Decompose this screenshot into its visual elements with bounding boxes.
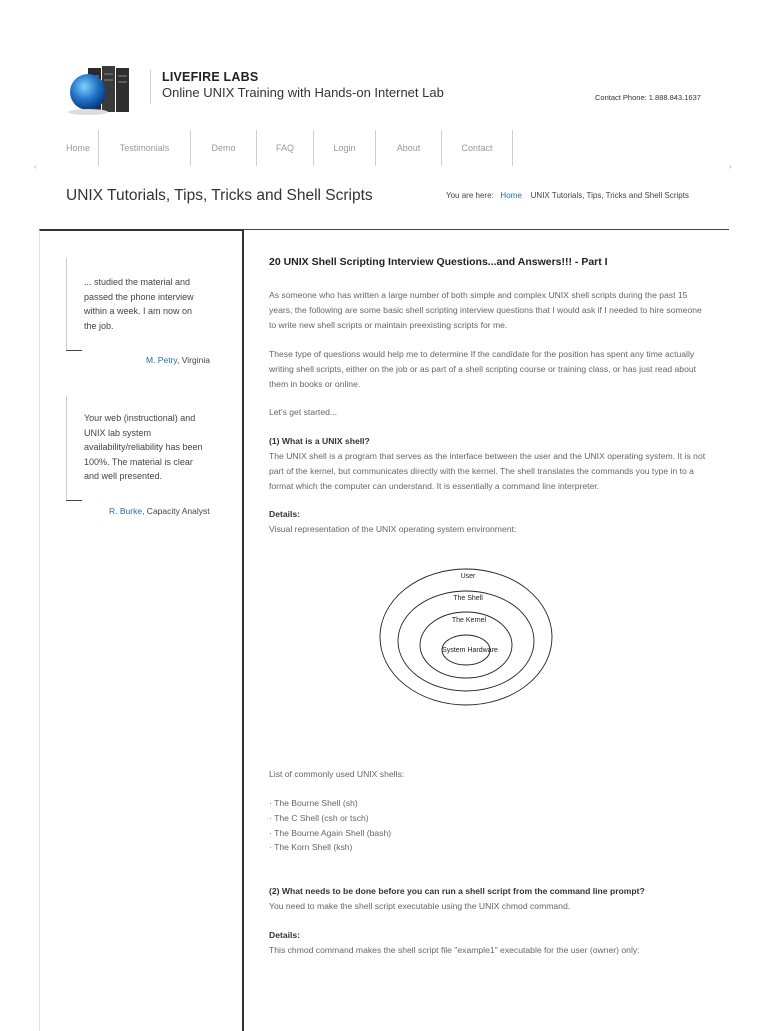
testimonial-rule-h: [66, 350, 82, 351]
shells-intro: List of commonly used UNIX shells:: [269, 769, 405, 779]
unix-layers-diagram: [378, 563, 554, 708]
site-logo[interactable]: [66, 64, 132, 116]
brand-tagline: Online UNIX Training with Hands-on Internet Lab: [162, 85, 444, 100]
breadcrumb-home-link[interactable]: Home: [500, 191, 522, 200]
shell-item: · The Korn Shell (ksh): [269, 842, 353, 853]
diagram-ring-user: [380, 569, 552, 705]
nav-left-arrow-icon[interactable]: ‹: [34, 162, 37, 171]
nav-demo[interactable]: Demo: [191, 130, 257, 166]
nav-faq[interactable]: FAQ: [257, 130, 314, 166]
brand-name[interactable]: LIVEFIRE LABS: [162, 70, 259, 84]
content-top-rule: [243, 229, 729, 230]
nav-login[interactable]: Login: [314, 130, 376, 166]
article-intro-3: Let's get started...: [269, 407, 338, 417]
diagram-label-kernel: The Kernel: [451, 617, 487, 624]
shell-item: · The Bourne Shell (sh): [269, 798, 358, 808]
details-label: Details:: [269, 509, 301, 519]
nav-about[interactable]: About: [376, 130, 442, 166]
diagram-ring-shell: [398, 591, 534, 691]
breadcrumb: [446, 191, 689, 200]
nav-testimonials[interactable]: Testimonials: [99, 130, 191, 166]
article-intro-1: As someone who has written a large number of both simple and complex UNIX shell scripts during the past 15 years, the following are some basic shell scripting interview questions that I would ask if I needed to hire someone to write new shell scripts or maintain preexisting scripts for me.: [269, 290, 702, 330]
testimonial-detail: , Virginia: [177, 355, 210, 365]
header-divider: [150, 70, 151, 104]
shells-list: [269, 796, 709, 855]
breadcrumb-current: UNIX Tutorials, Tips, Tricks and Shell Scripts: [530, 191, 689, 200]
testimonial-author: [109, 506, 210, 516]
contact-phone: Contact Phone: 1.888.843.1637: [595, 93, 701, 102]
testimonial-rule: [66, 396, 67, 500]
nav-home[interactable]: Home: [58, 130, 99, 166]
testimonial-author-link[interactable]: R. Burke: [109, 506, 143, 516]
nav-contact[interactable]: Contact: [442, 130, 513, 166]
nav-right-arrow-icon[interactable]: ›: [729, 162, 732, 171]
main-nav: [58, 130, 513, 166]
question-2-heading: (2) What needs to be done before you can run a shell script from the command line prompt?: [269, 886, 645, 896]
breadcrumb-prefix: You are here:: [446, 191, 494, 200]
article-intro-2: These type of questions would help me to determine If the candidate for the position has spent any time actually writing shell scripts, either on the job or as part of a shell scripting course or training class, or has just read about them in books or online.: [269, 349, 697, 389]
testimonial-detail: , Capacity Analyst: [142, 506, 210, 516]
shell-item: · The Bourne Again Shell (bash): [269, 827, 392, 838]
question-2-body: You need to make the shell script executable using the UNIX chmod command.: [269, 901, 571, 911]
question-1-heading: (1) What is a UNIX shell?: [269, 436, 370, 446]
testimonial-quote: ... studied the material and passed the phone interview within a week. I am now on the job.: [84, 277, 194, 331]
question-1-body: The UNIX shell is a program that serves as the interface between the user and the UNIX operating system. It is not part of the kernel, but communicates directly with the kernel. The shell translates the commands you type in to a format which the computer can understand. It is essentially a command line interpreter.: [269, 451, 706, 491]
diagram-label-user: User: [460, 573, 476, 580]
testimonial-quote: Your web (instructional) and UNIX lab system availability/reliability has been 100%. The material is clear and well presented.: [84, 413, 203, 481]
details-label: Details:: [269, 930, 301, 940]
page-title: UNIX Tutorials, Tips, Tricks and Shell Scripts: [66, 187, 373, 204]
diagram-label-shell: The Shell: [453, 595, 483, 602]
shell-item: · The C Shell (csh or tsch): [269, 812, 369, 823]
testimonial-rule: [66, 258, 67, 350]
question-2-details: This chmod command makes the shell script file "example1" executable for the user (owner) only:: [269, 945, 640, 955]
diagram-label-hardware: System Hardware: [442, 647, 498, 654]
question-1-details: Visual representation of the UNIX operating system environment:: [269, 524, 517, 534]
testimonial-rule-h: [66, 500, 82, 501]
testimonial-author-link[interactable]: M. Petry: [146, 355, 178, 365]
testimonial-author: [146, 355, 210, 365]
article-title: 20 UNIX Shell Scripting Interview Questions...and Answers!!! - Part I: [269, 256, 608, 268]
